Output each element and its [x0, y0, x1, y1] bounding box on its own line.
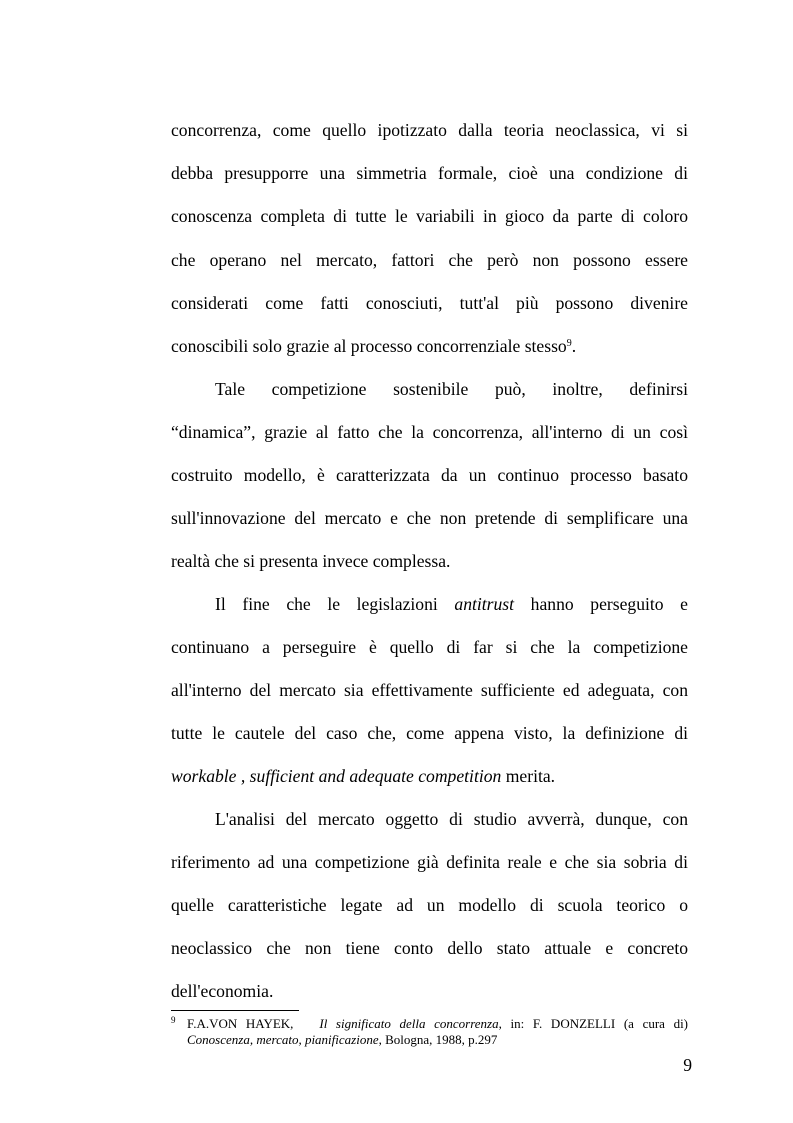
- text-line: dell'economia.: [171, 981, 274, 1001]
- text-line: L'analisi del mercato oggetto di studio avverrà, dunque, con: [215, 809, 688, 829]
- text-line: Tale competizione sostenibile può, inoltre, definirsi: [215, 379, 688, 399]
- footnote-separator: [171, 1010, 299, 1011]
- text-run-italic: workable , sufficient and adequate competition: [171, 766, 502, 786]
- text-run: merita.: [505, 766, 556, 786]
- footnote-line: [187, 1032, 688, 1048]
- footnote-book: Conoscenza, mercato, pianificazione: [187, 1032, 379, 1047]
- footnote-text: , Bologna, 1988, p.297: [378, 1032, 498, 1047]
- text-line: considerati come fatti conosciuti, tutt'al più possono divenire: [171, 293, 688, 313]
- text-line: realtà che si presenta invece complessa.: [171, 551, 451, 571]
- text-run-italic: antitrust: [454, 594, 515, 614]
- text-line: conoscenza completa di tutte le variabili in gioco da parte di coloro: [171, 206, 688, 226]
- text-line: [171, 334, 688, 358]
- footnote-text: , in: F. DONZELLI (a cura di): [498, 1016, 689, 1031]
- page-number: 9: [683, 1055, 692, 1075]
- footnote-title: Il significato della concorrenza: [319, 1016, 499, 1031]
- text-line: costruito modello, è caratterizzata da un continuo processo basato: [171, 465, 688, 485]
- text-line: “dinamica”, grazie al fatto che la concorrenza, all'interno di un così: [171, 422, 688, 442]
- text-line: debba presupporre una simmetria formale, cioè una condizione di: [171, 163, 688, 183]
- footnote-author: F.A.VON HAYEK,: [187, 1016, 294, 1031]
- footnote-reference: 9: [566, 338, 572, 349]
- text-line: concorrenza, come quello ipotizzato dalla teoria neoclassica, vi si: [171, 120, 688, 140]
- text-run: Il fine che le legislazioni: [215, 594, 438, 614]
- text-run: conoscibili solo grazie al processo concorrenziale stesso: [171, 336, 567, 356]
- text-line: [171, 764, 688, 788]
- text-line: [215, 592, 688, 616]
- text-line: sull'innovazione del mercato e che non pretende di semplificare una: [171, 508, 688, 528]
- footnote-mark: 9: [171, 1015, 176, 1025]
- text-line: all'interno del mercato sia effettivamente sufficiente ed adeguata, con: [171, 680, 688, 700]
- text-line: riferimento ad una competizione già definita reale e che sia sobria di: [171, 852, 688, 872]
- text-line: che operano nel mercato, fattori che però non possono essere: [171, 250, 688, 270]
- text-run: hanno perseguito e: [530, 594, 688, 614]
- text-line: neoclassico che non tiene conto dello stato attuale e concreto: [171, 938, 688, 958]
- text-line: continuano a perseguire è quello di far si che la competizione: [171, 637, 688, 657]
- text-line: tutte le cautele del caso che, come appena visto, la definizione di: [171, 723, 688, 743]
- text-run: .: [571, 336, 577, 356]
- text-line: quelle caratteristiche legate ad un modello di scuola teorico o: [171, 895, 688, 915]
- footnote-line: [187, 1016, 688, 1032]
